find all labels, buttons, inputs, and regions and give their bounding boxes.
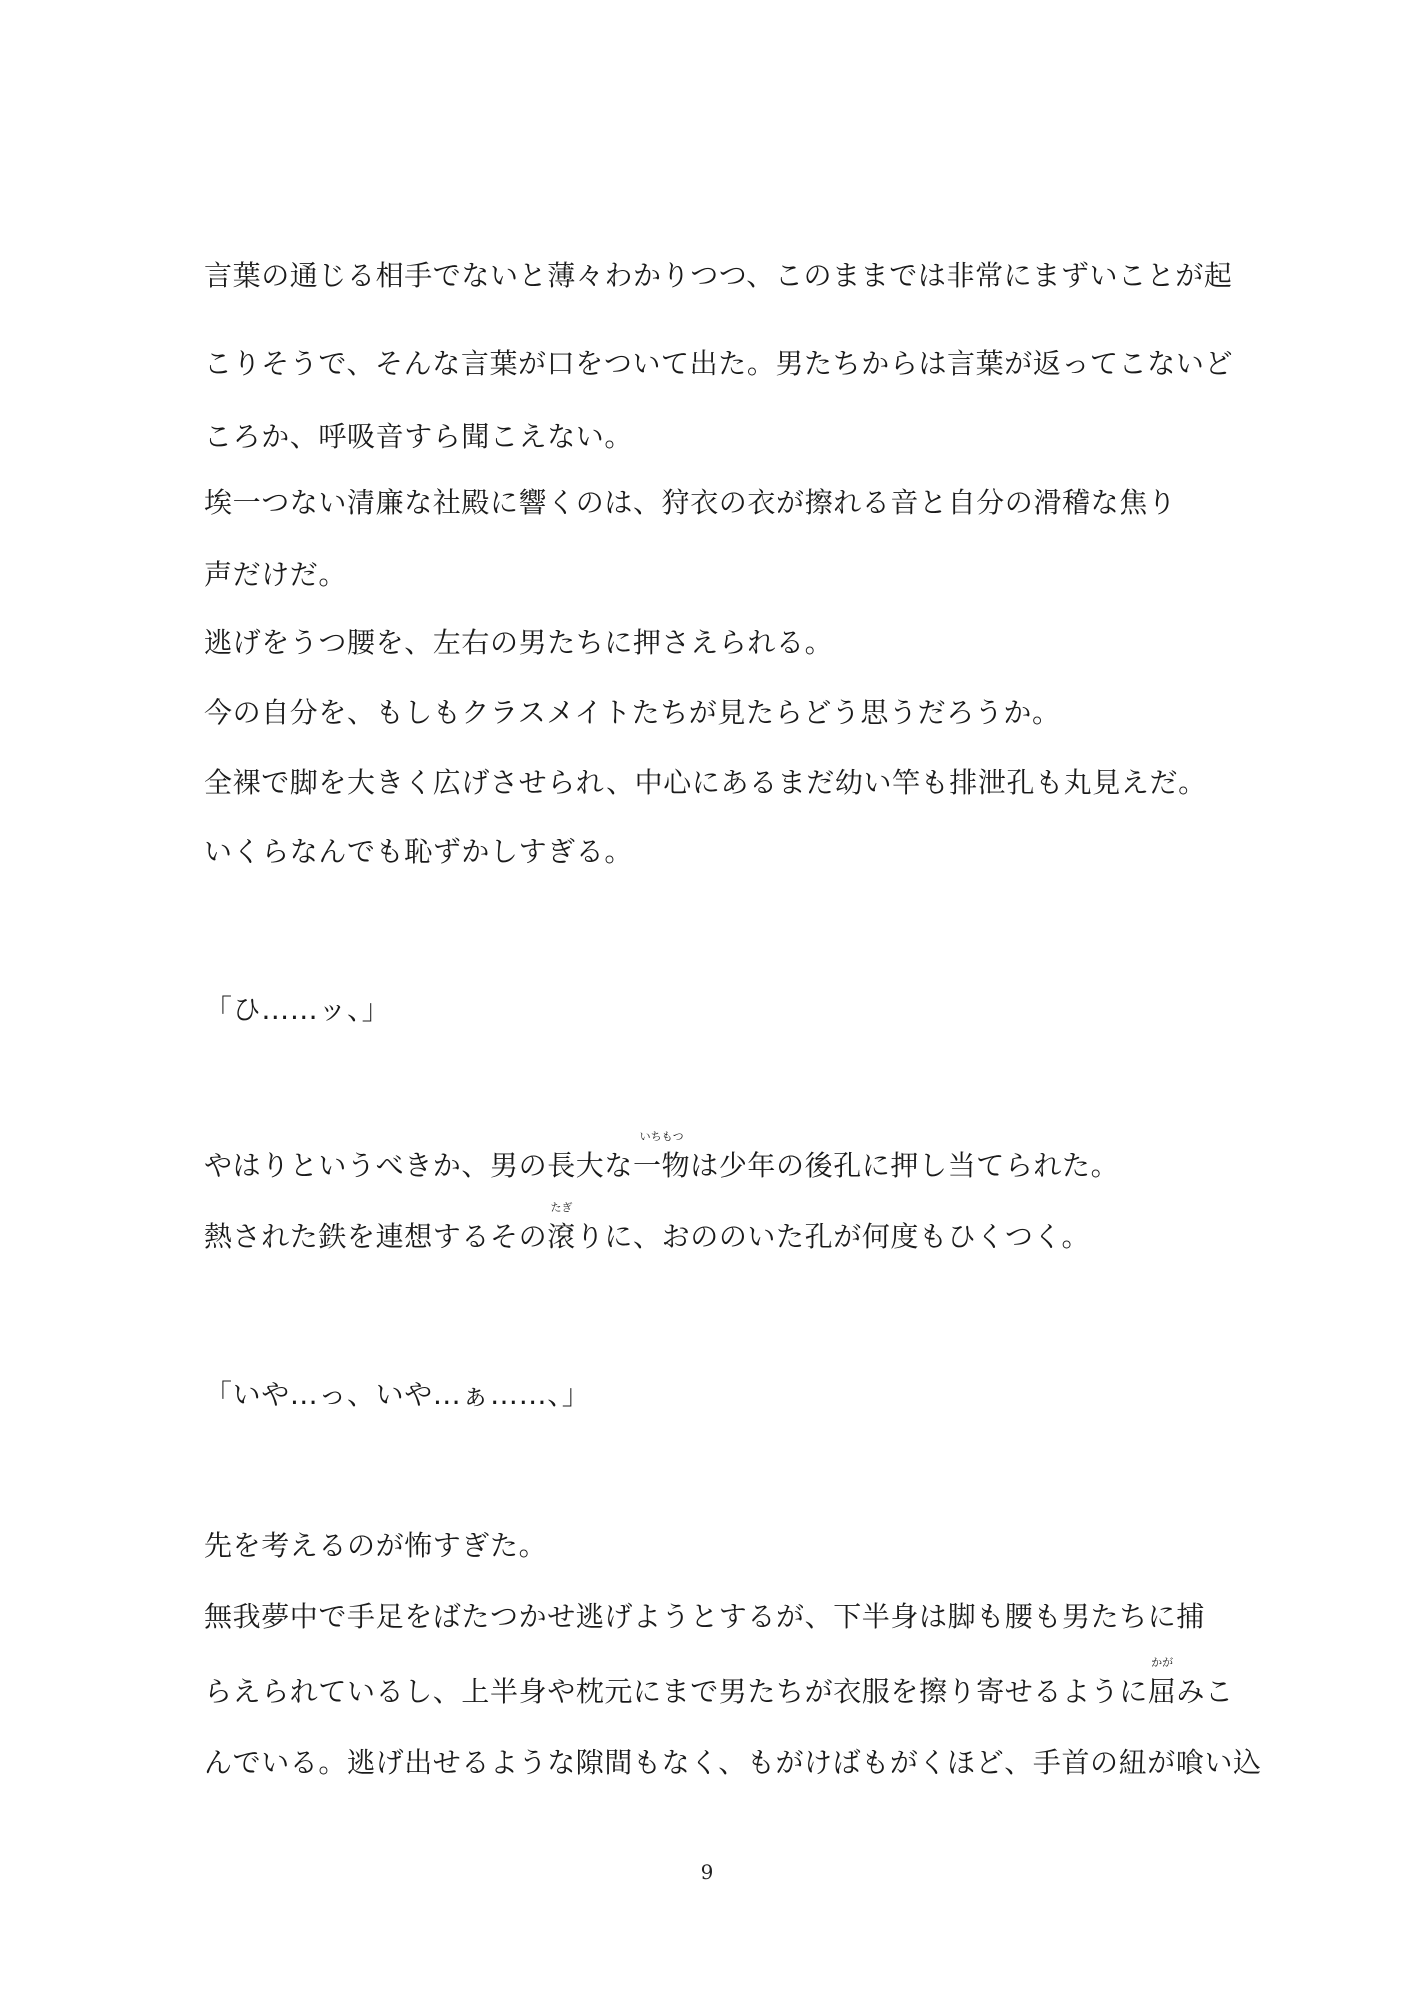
line-text-before-ruby: やはりというべきか、男の長大な <box>204 1149 634 1182</box>
body-text-line: こりそうで、そんな言葉が口をついて出た。男たちからは言葉が返ってこないど <box>204 347 1234 380</box>
body-text-line-with-ruby <box>204 1201 1224 1256</box>
body-text-line: 今の自分を、もしもクラスメイトたちが見たらどう思うだろうか。 <box>204 696 1061 729</box>
ruby-reading: いちもつ <box>639 1130 684 1143</box>
body-text-line: 無我夢中で手足をばたつかせ逃げようとするが、下半身は脚も腰も男たちに捕 <box>204 1600 1206 1633</box>
ruby-reading: かが <box>1151 1656 1174 1669</box>
page-number: 9 <box>700 1860 714 1884</box>
body-text-line: 声だけだ。 <box>204 558 348 591</box>
body-text-line: 全裸で脚を大きく広げさせられ、中心にあるまだ幼い竿も排泄孔も丸見えだ。 <box>204 766 1207 799</box>
ruby-reading: たぎ <box>550 1201 573 1214</box>
body-text-line: ころか、呼吸音すら聞こえない。 <box>204 420 634 453</box>
body-text-line: んでいる。逃げ出せるような隙間もなく、もがけばもがくほど、手首の紐が喰い込 <box>204 1746 1262 1779</box>
body-text-line-with-ruby <box>204 1656 1234 1711</box>
ruby-annotated-word <box>633 1130 691 1185</box>
ruby-base: 屈 <box>1147 1675 1177 1708</box>
body-text-line: いくらなんでも恥ずかしすぎる。 <box>204 835 634 868</box>
ruby-annotated-word <box>547 1201 576 1256</box>
body-text-line: 埃一つない清廉な社殿に響くのは、狩衣の衣が擦れる音と自分の滑稽な焦り <box>204 486 1177 519</box>
line-text-before-ruby: 熱された鉄を連想するその <box>204 1220 548 1253</box>
body-text-line: 逃げをうつ腰を、左右の男たちに押さえられる。 <box>204 626 834 659</box>
line-text-before-ruby: らえられているし、上半身や枕元にまで男たちが衣服を擦り寄せるように <box>204 1675 1148 1708</box>
body-text-line-with-ruby <box>204 1130 1224 1185</box>
ruby-base: 一物 <box>633 1149 691 1182</box>
line-text-after-ruby: みこ <box>1176 1675 1234 1708</box>
dialogue-line: 「ひ……ッ、」 <box>204 993 391 1026</box>
ruby-annotated-word <box>1147 1656 1177 1711</box>
dialogue-line: 「いや…っ、いや…ぁ……、」 <box>204 1378 591 1411</box>
ruby-base: 滾 <box>547 1220 576 1253</box>
line-text-after-ruby: は少年の後孔に押し当てられた。 <box>690 1149 1120 1182</box>
body-text-line: 先を考えるのが怖すぎた。 <box>204 1529 548 1562</box>
line-text-after-ruby: りに、おののいた孔が何度もひくつく。 <box>575 1220 1091 1253</box>
body-text-line: 言葉の通じる相手でないと薄々わかりつつ、このままでは非常にまずいことが起 <box>204 259 1233 292</box>
